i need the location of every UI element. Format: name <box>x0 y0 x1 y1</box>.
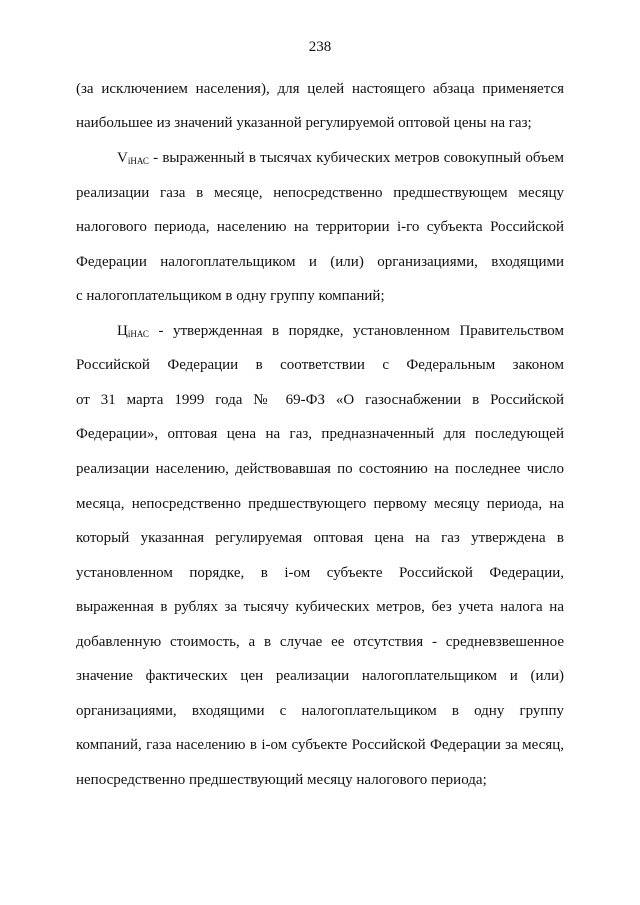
text-line: организациями, входящими с налогоплательщиком в одну группу <box>76 703 564 719</box>
formula-symbol-v: $V_{iНАС}$ <box>117 150 149 166</box>
text-line: выраженная в рублях за тысячу кубических метров, без учета налога на <box>76 599 564 615</box>
text-line: добавленную стоимость, а в случае ее отсутствия - средневзвешенное <box>76 634 564 650</box>
text-line-with-symbol <box>117 321 564 341</box>
text-line: установленном порядке, в i-ом субъекте Российской Федерации, <box>76 565 564 581</box>
text-line: (за исключением населения), для целей настоящего абзаца применяется <box>76 81 564 97</box>
text-line: Федерации налогоплательщиком и (или) организациями, входящими <box>76 254 564 270</box>
text-line: с налогоплательщиком в одну группу компаний; <box>76 288 385 304</box>
text-line: наибольшее из значений указанной регулируемой оптовой цены на газ; <box>76 115 532 131</box>
text-line: компаний, газа населению в i-ом субъекте Российской Федерации за месяц, <box>76 737 564 753</box>
formula-symbol-c: $Ц_{iНАС}$ <box>117 323 149 339</box>
page-number: 238 <box>308 39 332 55</box>
text-line: значение фактических цен реализации налогоплательщиком и (или) <box>76 668 564 684</box>
text-line: реализации населению, действовавшая по состоянию на последнее число <box>76 461 564 477</box>
text-line: непосредственно предшествующий месяцу налогового периода; <box>76 772 487 788</box>
text-line: Российской Федерации в соответствии с Федеральным законом <box>76 357 564 373</box>
text-line: от 31 марта 1999 года № 69-ФЗ «О газоснабжении в Российской <box>76 392 564 408</box>
text-line: месяца, непосредственно предшествующего первому месяцу периода, на <box>76 496 564 512</box>
text-fragment: - утвержденная в порядке, установленном Правительством <box>158 323 565 339</box>
text-fragment: - выраженный в тысячах кубических метров совокупный объем <box>153 150 564 166</box>
text-line: Федерации», оптовая цена на газ, предназначенный для последующей <box>76 426 564 442</box>
text-line: реализации газа в месяце, непосредственно предшествующем месяцу <box>76 185 564 201</box>
text-line: который указанная регулируемая оптовая цена на газ утверждена в <box>76 530 564 546</box>
text-line: налогового периода, населению на территории i-го субъекта Российской <box>76 219 564 235</box>
text-line-with-symbol <box>117 148 564 168</box>
